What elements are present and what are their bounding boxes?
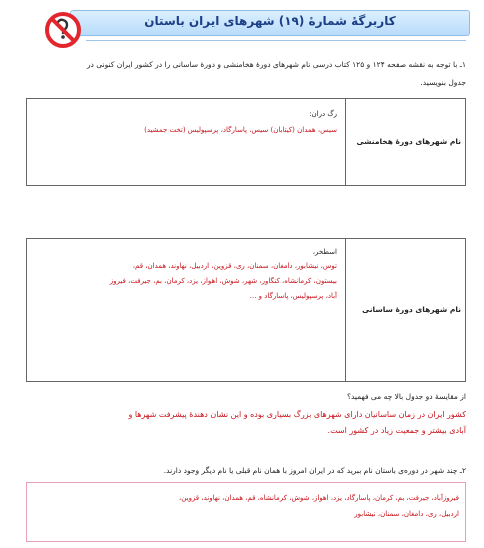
- achaemenid-answer: سیس، همدان (کیتابان) سیس، پاسارگاد، پرسپولیس (تخت جمشید): [144, 126, 337, 134]
- sasanian-answer-line-1: توس، نیشابور، دامغان، سمنان، ری، قزوین، اردبیل، نهاوند، همدان، قم،: [132, 262, 337, 270]
- question-2: ۲ـ چند شهر در دوره‌ی باستان نام ببرید که در ایران امروز با همان نام قبلی یا نام دیگر وجود دارند.: [163, 466, 466, 475]
- table-divider: [345, 239, 346, 381]
- sasanian-cities-table: [26, 238, 466, 382]
- question-2-answer-line-1: فیروزآباد، جیرفت، بم، کرمان، پاسارگاد، یزد، اهواز، شوش، کرمانشاه، قم، همدان، نهاوند، قزوین،: [179, 494, 459, 502]
- sasanian-answer-intro: اسطخر،: [312, 248, 337, 256]
- sasanian-label: نام شهرهای دورهٔ ساسانی: [362, 305, 461, 314]
- sasanian-answer-line-3: آباد، پرسپولیس، پاسارگاد و ...: [249, 292, 337, 300]
- achaemenid-answer-intro: رگ دران:: [309, 110, 337, 118]
- question-2-answer-box: [26, 482, 466, 542]
- comparison-question: از مقایسهٔ دو جدول بالا چه می فهمید؟: [346, 392, 466, 401]
- comparison-answer-line-1: کشور ایران در زمان ساسانیان دارای شهرهای بزرگ بسیاری بوده و این نشان دهندهٔ پیشرفت شهرها و: [128, 410, 466, 419]
- table-divider: [345, 99, 346, 185]
- header-divider: [86, 40, 466, 41]
- achaemenid-cities-table: [26, 98, 466, 186]
- no-cheating-logo-icon: [44, 11, 82, 49]
- question-2-answer-line-2: اردبیل، ری، دامغان، سمنان، نیشابور: [354, 510, 459, 518]
- achaemenid-label: نام شهرهای دورهٔ هخامنشی: [356, 137, 461, 146]
- sasanian-answer-line-2: بیستون، کرمانشاه، کنگاور، شهر، شوش، اهواز، یزد، کرمان، بم، جیرفت، فیروز: [109, 277, 337, 285]
- page-title: کاربرگهٔ شمارهٔ (۱۹) شهرهای ایران باستان: [144, 14, 396, 28]
- question-1-line-2: جدول بنویسید.: [420, 78, 466, 87]
- comparison-answer-line-2: آبادی بیشتر و جمعیت زیاد در کشور است.: [327, 426, 466, 435]
- question-1-line-1: ۱ـ با توجه به نقشه صفحه ۱۲۴ و ۱۲۵ کتاب درسی نام شهرهای دورهٔ هخامنشی و دورهٔ ساسانی را در کشور ایران کنونی در: [86, 60, 466, 69]
